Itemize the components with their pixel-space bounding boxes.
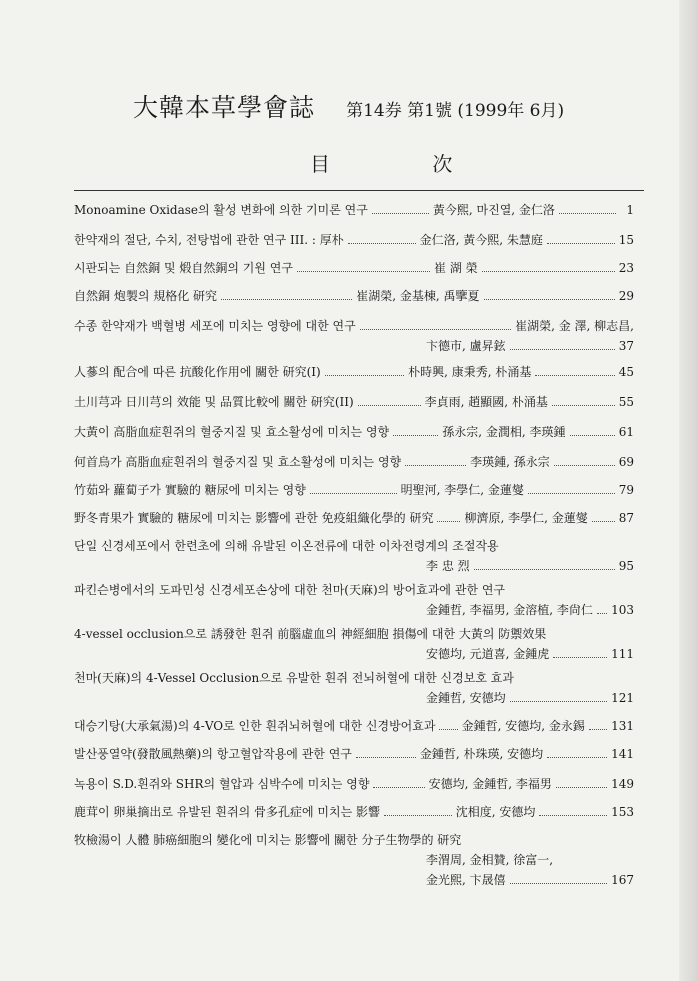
toc-entry (74, 392, 634, 412)
dot-leader (405, 453, 466, 466)
toc-entry-line (74, 774, 634, 794)
page-edge-shadow (679, 0, 697, 981)
header-rule (74, 190, 644, 191)
dot-leader (589, 717, 607, 730)
toc-entry-authors: 沈相度, 安德均 (455, 805, 536, 819)
toc-entry-page: 61 (618, 425, 634, 439)
toc-entry-line (74, 644, 634, 664)
toc-entry (74, 802, 634, 822)
toc-entry-authors: 崔 湖 榮 (434, 261, 478, 275)
toc-entry-line (74, 556, 634, 576)
dot-leader (484, 287, 615, 300)
toc-entry-page: 29 (618, 289, 634, 303)
toc-entry-page: 167 (611, 873, 634, 887)
dot-leader (360, 317, 511, 330)
toc-entry (74, 480, 634, 500)
toc-entry-line (74, 830, 634, 850)
toc-entry-page: 95 (618, 559, 634, 573)
dot-leader (348, 231, 416, 244)
toc-entry (74, 230, 634, 250)
toc-entry-page: 121 (611, 691, 634, 705)
toc-entry-authors: 崔湖榮, 金基棟, 禹擥夏 (356, 289, 480, 303)
toc-entry-page: 153 (611, 805, 634, 819)
toc-entry-authors: 安德均, 元道喜, 金鍾虎 (426, 647, 550, 661)
toc-entry-page: 87 (618, 511, 634, 525)
toc-entry-title: 발산풍열약(發散風熱藥)의 항고혈압작용에 관한 연구 (74, 747, 352, 761)
toc-entry-authors: 李貞雨, 趙顯國, 朴涌基 (424, 395, 548, 409)
toc-entry-authors: 金鍾哲, 安德均 (426, 691, 506, 705)
toc-title: 目 次 (310, 152, 501, 176)
dot-leader (221, 287, 352, 300)
toc-entry-title: 녹용이 S.D.흰쥐와 SHR의 혈압과 심박수에 미치는 영향 (74, 777, 370, 791)
toc-entry-line (74, 716, 634, 736)
toc-entry-title: 수종 한약재가 백혈병 세포에 미치는 영향에 대한 연구 (74, 319, 356, 333)
toc-entry-authors: 黃今熙, 마진열, 金仁洛 (432, 203, 555, 217)
toc-entry-line (74, 392, 634, 412)
toc-entry-line (74, 452, 634, 472)
toc-entry-authors: 李 忠 烈 (426, 559, 470, 573)
toc-entry-authors: 孫永宗, 金潤相, 李瑛鍾 (442, 425, 566, 439)
toc-entry (74, 744, 634, 764)
toc-entry-line (74, 230, 634, 250)
toc-entry-page: 1 (626, 203, 634, 217)
toc-entry (74, 716, 634, 736)
dot-leader (384, 803, 452, 816)
toc-entry (74, 774, 634, 794)
toc-entry-line (74, 668, 634, 688)
dot-leader (547, 231, 615, 244)
toc-entry-line (74, 600, 634, 620)
dot-leader (554, 453, 615, 466)
toc-entry-line (74, 624, 634, 644)
dot-leader (356, 745, 416, 758)
toc-entry (74, 668, 634, 708)
toc-entry (74, 452, 634, 472)
toc-entry-title: 野冬青果가 實驗的 糖尿에 미치는 影響에 관한 免疫組織化學的 研究 (74, 511, 434, 525)
dot-leader (559, 201, 616, 214)
dot-leader (358, 393, 421, 406)
toc-entry-line (74, 508, 634, 528)
toc-entry-line (74, 336, 634, 356)
toc-entry-page: 141 (611, 747, 634, 761)
toc-entry-title: 土川芎과 日川芎의 效能 및 品質比較에 關한 研究(II) (74, 395, 354, 409)
toc-entry-authors: 金鍾哲, 朴珠瑛, 安德均 (419, 747, 544, 761)
dot-leader (297, 259, 430, 272)
toc-entry-page: 23 (618, 261, 634, 275)
toc-entry-line (74, 200, 634, 220)
toc-entry (74, 624, 634, 664)
toc-entry-page: 103 (611, 603, 634, 617)
dot-leader (482, 259, 615, 272)
toc-entry-page: 111 (611, 647, 634, 661)
toc-entry-line (74, 362, 634, 382)
toc-entry-authors: 卞德市, 盧昇鉉 (426, 339, 506, 353)
toc-entry-page: 131 (611, 719, 634, 733)
toc-entry-authors: 金光熙, 卞晟僖 (426, 873, 506, 887)
toc-entry-authors: 李渭周, 金相贊, 徐富一, (426, 853, 554, 867)
toc-entry-line (74, 744, 634, 764)
dot-leader (437, 509, 460, 522)
toc-entry (74, 508, 634, 528)
journal-header (133, 88, 653, 124)
toc-entry (74, 830, 634, 890)
toc-entry-authors: 安德均, 金鍾哲, 李福男 (428, 777, 552, 791)
toc-entry-title: 파킨슨병에서의 도파민성 신경세포손상에 대한 천마(天麻)의 방어효과에 관한 연구 (74, 583, 506, 597)
dot-leader (556, 775, 607, 788)
toc-entry-line (74, 580, 634, 600)
toc-entry (74, 422, 634, 442)
toc-entry-title: 시판되는 自然銅 및 煅自然銅의 기원 연구 (74, 261, 293, 275)
toc-entry-authors: 朴時興, 康秉秀, 朴涌基 (408, 365, 532, 379)
toc-entry-title: 鹿茸이 卵巢摘出로 유발된 흰쥐의 骨多孔症에 미치는 影響 (74, 805, 380, 819)
toc-entry-authors: 李瑛鍾, 孫永宗 (470, 455, 550, 469)
toc-entry-page: 69 (618, 455, 634, 469)
toc-entry-authors: 明聖河, 李學仁, 金蓮燮 (400, 483, 524, 497)
toc-entry-title: 천마(天麻)의 4-Vessel Occlusion으로 유발한 흰쥐 전뇌허혈에 대한 신경보호 효과 (74, 671, 514, 685)
dot-leader (592, 509, 615, 522)
dot-leader (325, 363, 404, 376)
dot-leader (310, 481, 397, 494)
dot-leader (510, 337, 615, 350)
toc-entry-title: 人蔘의 配合에 따른 抗酸化作用에 關한 研究(I) (74, 365, 321, 379)
toc-entry-page: 15 (618, 233, 634, 247)
dot-leader (372, 201, 429, 214)
volume-info: 第14券 第1號 (1999年 6月) (346, 101, 565, 121)
toc-entry-title: 한약재의 절단, 수치, 전탕법에 관한 연구 III. : 厚朴 (74, 233, 344, 247)
toc-entry-line (74, 422, 634, 442)
toc-entry-page: 149 (611, 777, 634, 791)
toc-entry-authors: 柳濟原, 李學仁, 金蓮燮 (464, 511, 588, 525)
dot-leader (539, 803, 607, 816)
toc-entry-title: 竹茹와 蘿蔔子가 實驗的 糖尿에 미치는 영향 (74, 483, 306, 497)
toc-entry-title: 大黃이 高脂血症흰쥐의 혈중지질 및 효소활성에 미치는 영향 (74, 425, 390, 439)
dot-leader (510, 871, 607, 884)
dot-leader (474, 557, 615, 570)
toc-entry (74, 200, 634, 220)
toc-entry-title: 대승기탕(大承氣湯)의 4-VO로 인한 흰쥐뇌허혈에 대한 신경방어효과 (74, 719, 436, 733)
toc-entry-line (74, 480, 634, 500)
toc-entry-authors: 金鍾哲, 安德均, 金永錫 (461, 719, 585, 733)
toc-entry-title: 단일 신경세포에서 한련초에 의해 유발된 이온전류에 대한 이차전령계의 조절작용 (74, 539, 499, 553)
dot-leader (557, 852, 630, 864)
toc-entry-authors: 金仁洛, 黃今熙, 朱慧庭 (419, 233, 543, 247)
dot-leader (597, 601, 607, 614)
dot-leader (552, 393, 615, 406)
dot-leader (570, 423, 615, 436)
toc-entry-title: 何首烏가 高脂血症흰쥐의 혈중지질 및 효소활성에 미치는 영향 (74, 455, 402, 469)
dot-leader (528, 481, 615, 494)
dot-leader (510, 689, 607, 702)
toc-entry-line (74, 536, 634, 556)
toc-entry-page: 45 (618, 365, 634, 379)
toc-entry-page: 79 (618, 483, 634, 497)
toc-entry-page: 55 (618, 395, 634, 409)
dot-leader (393, 423, 438, 436)
toc-entry (74, 258, 634, 278)
dot-leader (439, 717, 457, 730)
toc-entry (74, 286, 634, 306)
toc-entry (74, 316, 634, 356)
toc-entry-line (74, 850, 634, 870)
dot-leader (535, 363, 614, 376)
toc-entry-line (74, 286, 634, 306)
dot-leader (553, 645, 607, 658)
toc-entry-title: 牧檢湯이 人體 肺癌細胞의 變化에 미치는 影響에 關한 分子生物學的 研究 (74, 833, 462, 847)
toc-entry-line (74, 870, 634, 890)
toc-entry-authors: 金鍾哲, 李福男, 金溶植, 李尙仁 (426, 603, 593, 617)
toc-entry (74, 536, 634, 576)
dot-leader (373, 775, 424, 788)
toc-entry-title: 自然銅 炮製의 規格化 研究 (74, 289, 218, 303)
toc-entry-title: Monoamine Oxidase의 활성 변화에 의한 기미론 연구 (74, 203, 368, 217)
dot-leader (547, 745, 607, 758)
toc-entry-line (74, 316, 634, 336)
journal-name: 大韓本草學會誌 (133, 93, 316, 122)
toc-entry (74, 580, 634, 620)
toc-entry-line (74, 802, 634, 822)
toc-entry-title: 4-vessel occlusion으로 誘發한 흰쥐 前腦虛血의 神經細胞 損傷에 대한 大黃의 防禦效果 (74, 627, 547, 641)
toc-entry-line (74, 258, 634, 278)
toc-entry-page: 37 (618, 339, 634, 353)
toc-entry-authors: 崔湖榮, 金 澤, 柳志昌, (515, 319, 634, 333)
toc-entry-line (74, 688, 634, 708)
toc-entry (74, 362, 634, 382)
